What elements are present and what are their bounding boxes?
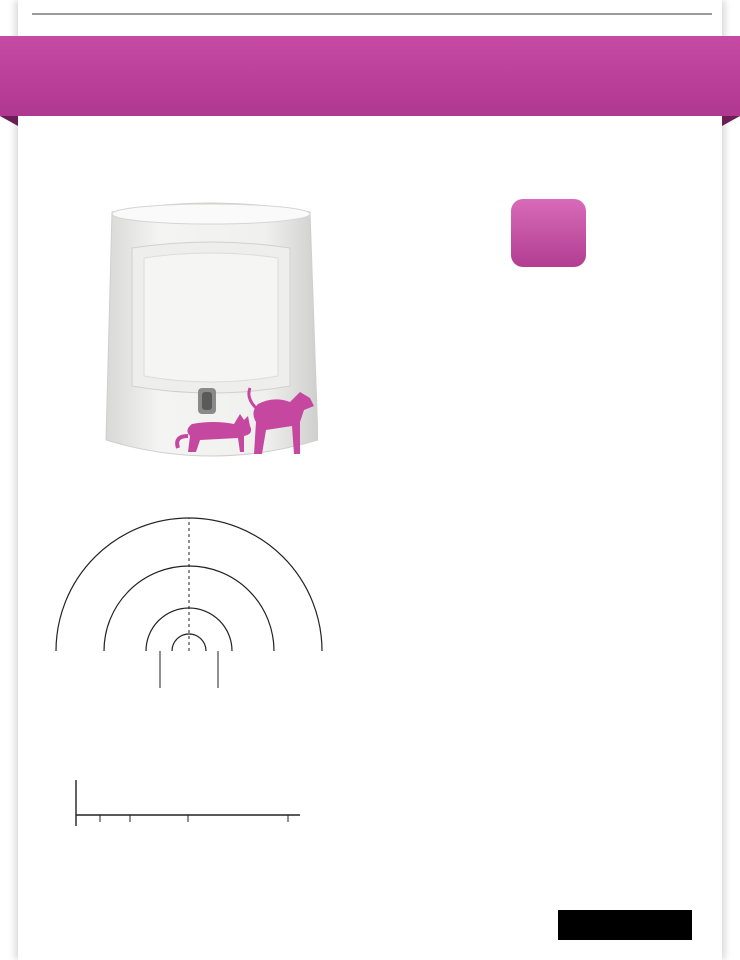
logo-black-block [558,910,692,940]
banner-fold-right [722,116,740,126]
kingshop-logo [488,906,692,942]
page-frame [18,0,722,960]
pir-sensor-image [104,200,318,462]
title-banner [0,36,740,116]
banner-fold-left [0,116,18,126]
top-divider [32,13,712,15]
pir-animale-badge [511,199,586,267]
